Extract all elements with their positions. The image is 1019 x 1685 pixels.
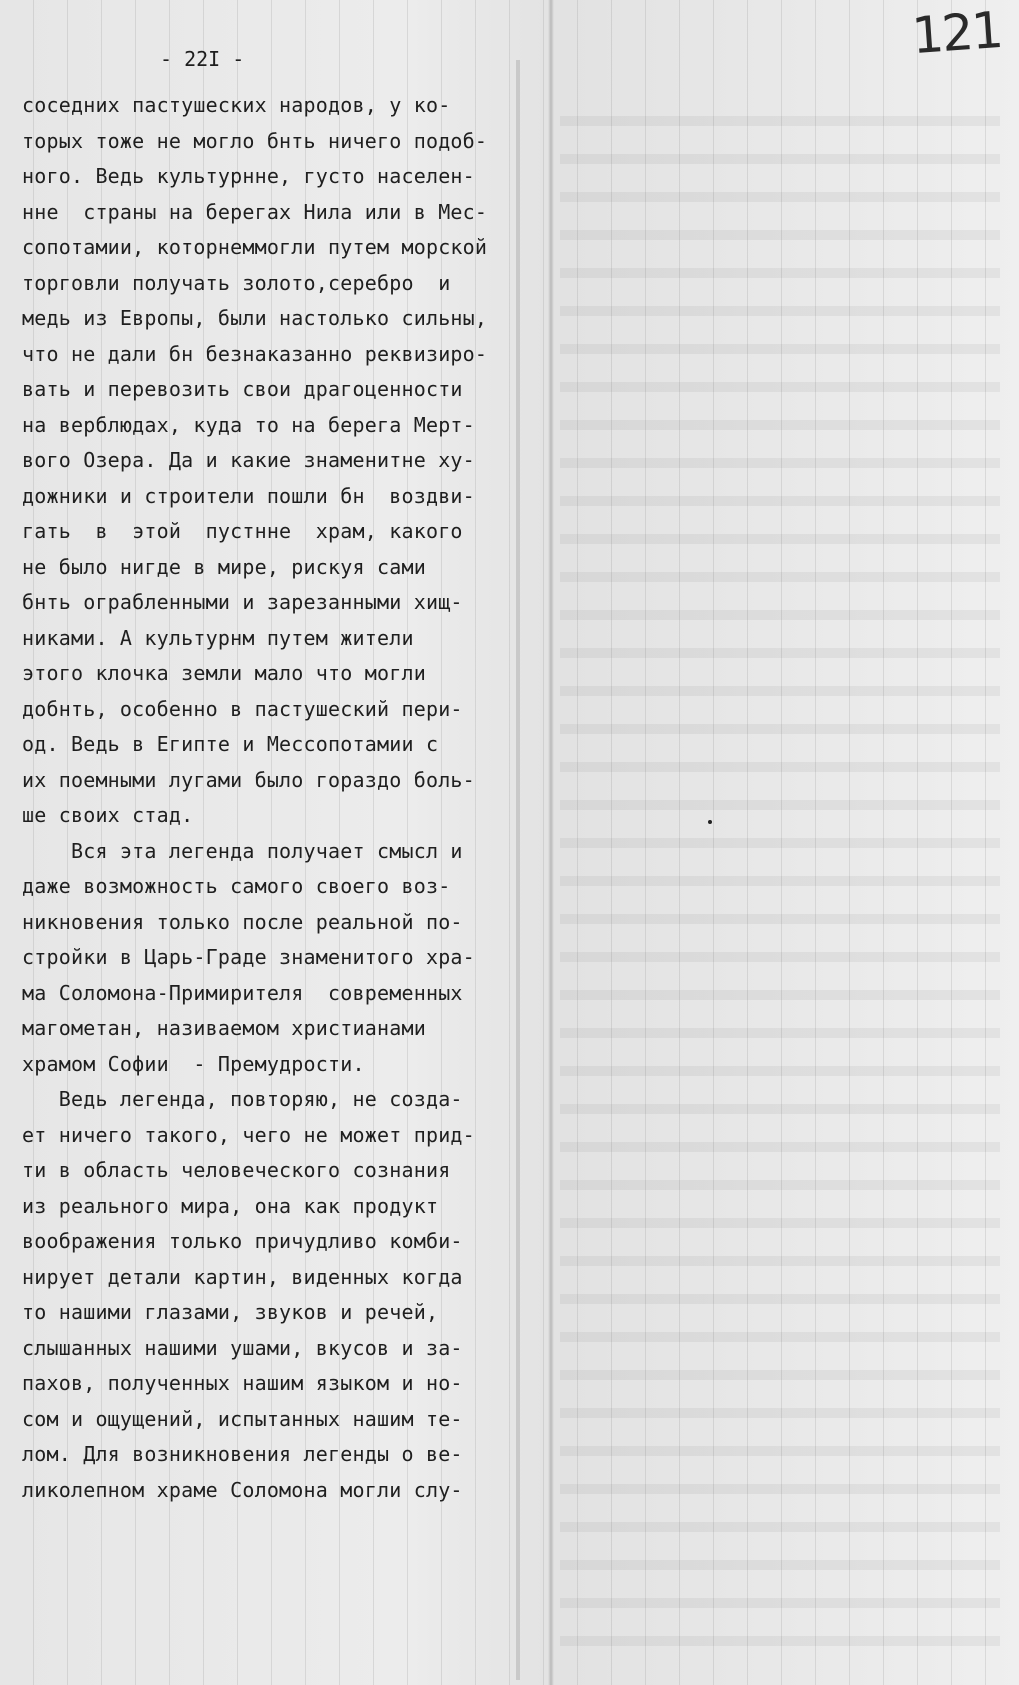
text-line: этого клочка земли мало что могли [22, 661, 426, 685]
text-line: магометан, називаемом христианами [22, 1016, 426, 1040]
text-line: од. Ведь в Египте и Мессопотамии с [22, 732, 439, 756]
text-line: лом. Для возникновения легенды о ве- [22, 1442, 463, 1466]
text-line: что не дали бн безнаказанно реквизиро- [22, 341, 488, 366]
text-line: пахов, полученных нашим языком и но- [22, 1371, 463, 1395]
text-line: дожники и строители пошли бн воздви- [22, 483, 475, 508]
text-line: бнть ограбленными и зарезанными хищ- [22, 590, 463, 614]
text-line: даже возможность самого своего воз- [22, 874, 451, 898]
text-line: их поемными лугами было гораздо боль- [22, 767, 475, 792]
text-line: Вся эта легенда получает смысл и [22, 838, 463, 863]
text-line: стройки в Царь-Граде знаменитого хра- [22, 945, 475, 969]
text-line: торых тоже не могло бнть ничего подоб- [22, 128, 488, 153]
ink-speck [708, 820, 712, 824]
text-line: никновения только после реальной по- [22, 909, 463, 934]
text-line: добнть, особенно в пастушеский пери- [22, 696, 463, 721]
text-line: ше своих стад. [22, 803, 194, 827]
text-line: слышанных нашими ушами, вкусов и за- [22, 1335, 463, 1360]
bleed-through-text [560, 90, 1000, 1670]
text-line: не было нигде в мире, рискуя сами [22, 554, 426, 579]
text-line: нне страны на берегах Нила или в Мес- [22, 199, 488, 224]
text-line: то нашими глазами, звуков и речей, [22, 1300, 439, 1324]
text-line: ти в область человеческого сознания [22, 1158, 451, 1182]
page-fold [548, 0, 554, 1685]
text-line: сом и ощущений, испытанных нашим те- [22, 1406, 463, 1431]
body-text [22, 88, 542, 1508]
text-line: на верблюдах, куда то на берега Мерт- [22, 412, 475, 437]
text-line: нирует детали картин, виденных когда [22, 1264, 463, 1289]
text-line: медь из Европы, были настолько сильны, [22, 306, 488, 330]
archive-sheet-number: 121 [910, 0, 1004, 66]
text-line: вать и перевозить свои драгоценности [22, 377, 463, 401]
text-line: никами. А культурнм путем жители [22, 625, 414, 650]
text-line: Ведь легенда, повторяю, не созда- [22, 1087, 463, 1111]
text-line: из реального мира, она как продукт [22, 1193, 439, 1218]
text-line: ликолепном храме Соломона могли слу- [22, 1477, 463, 1502]
text-line: ма Соломона-Примирителя современных [22, 980, 463, 1005]
text-line: торговли получать золото,серебро и [22, 270, 451, 295]
text-line: вого Озера. Да и какие знаменитне ху- [22, 448, 475, 472]
text-line: ного. Ведь культурнне, густо населен- [22, 164, 475, 188]
text-line: воображения только причудливо комби- [22, 1229, 463, 1253]
text-line: соседних пастушеских народов, у ко- [22, 93, 451, 117]
text-line: гать в этой пустнне храм, какого [22, 519, 463, 543]
text-line: сопотамии, которнеммогли путем морской [22, 235, 488, 259]
page-number: - 22I - [160, 47, 245, 71]
text-line: ет ничего такого, чего не может прид- [22, 1122, 475, 1147]
text-line: храмом Софии - Премудрости. [22, 1051, 365, 1076]
